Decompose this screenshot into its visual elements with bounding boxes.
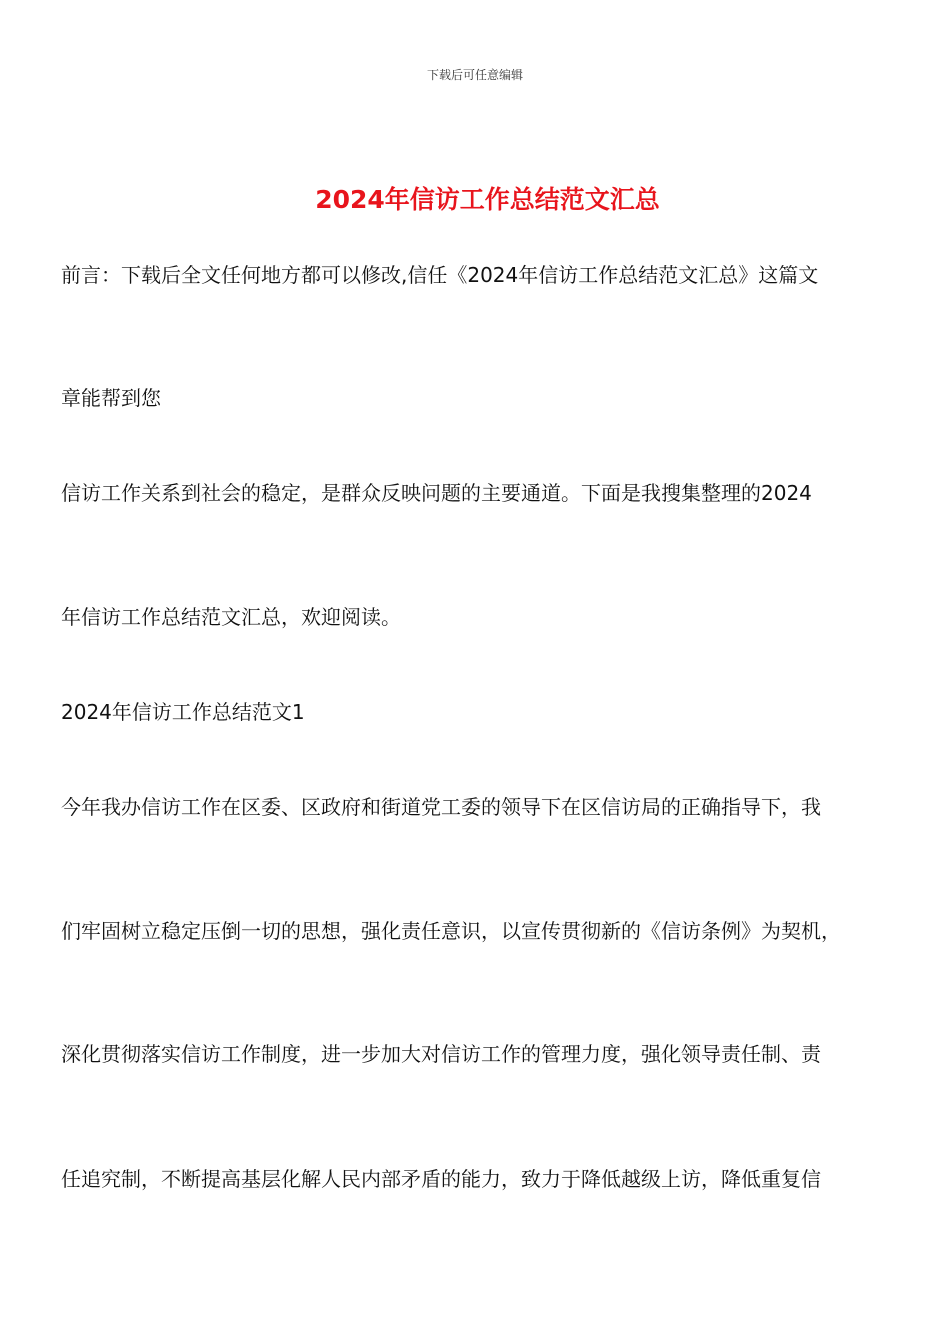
document-title: 2024年信访工作总结范文汇总: [315, 185, 660, 214]
paragraph-line: 任追究制，不断提高基层化解人民内部矛盾的能力，致力于降低越级上访，降低重复信: [61, 1167, 821, 1191]
paragraph-line: 们牢固树立稳定压倒一切的思想，强化责任意识，以宣传贯彻新的《信访条例》为契机，: [61, 919, 841, 943]
page-header: 下载后可任意编辑: [426, 68, 523, 82]
paragraph-line: 章能帮到您: [61, 386, 161, 410]
paragraph-line: 信访工作关系到社会的稳定，是群众反映问题的主要通道。下面是我搜集整理的2024: [61, 481, 812, 505]
section-heading: 2024年信访工作总结范文1: [61, 700, 305, 724]
paragraph-line: 今年我办信访工作在区委、区政府和街道党工委的领导下在区信访局的正确指导下，我: [61, 795, 821, 819]
paragraph-line: 前言：下载后全文任何地方都可以修改,信任《2024年信访工作总结范文汇总》这篇文: [61, 263, 819, 287]
paragraph-line: 年信访工作总结范文汇总，欢迎阅读。: [61, 605, 401, 629]
paragraph-line: 深化贯彻落实信访工作制度，进一步加大对信访工作的管理力度，强化领导责任制、责: [61, 1042, 821, 1066]
